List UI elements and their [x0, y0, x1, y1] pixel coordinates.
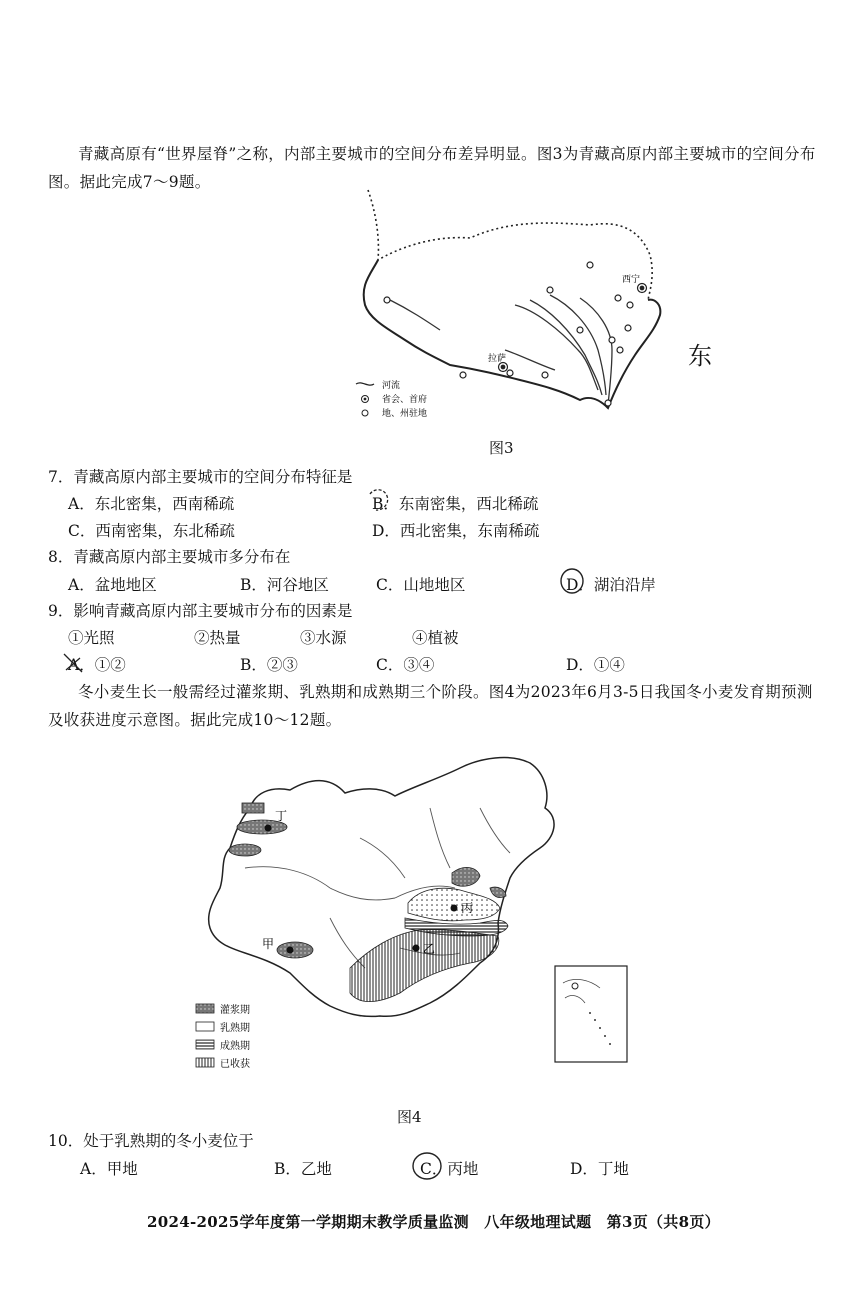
svg-text:已收获: 已收获 — [220, 1059, 250, 1070]
q7-option-b[interactable]: B．东南密集，西北稀疏 — [372, 495, 539, 513]
page-footer: 2024-2025学年度第一学期期末教学质量监测 八年级地理试题 第3页（共8页） — [147, 1213, 720, 1231]
q9-option-d[interactable]: D．①④ — [566, 656, 625, 674]
q10-option-b[interactable]: B．乙地 — [274, 1160, 332, 1178]
figure-3-caption: 图3 — [489, 439, 514, 457]
q9-factor-2: ②热量 — [194, 629, 241, 647]
q10-option-c[interactable]: C．丙地 — [420, 1160, 479, 1178]
q8-option-c[interactable]: C．山地地区 — [376, 576, 466, 594]
question-10-stem: 10．处于乳熟期的冬小麦位于 — [48, 1132, 254, 1150]
question-7-stem: 7．青藏高原内部主要城市的空间分布特征是 — [48, 468, 353, 486]
q8-option-a[interactable]: A．盆地地区 — [68, 576, 157, 594]
label-bing: 丙 — [461, 901, 474, 915]
q9-option-a[interactable]: A．①② — [68, 656, 126, 674]
svg-text:省会、首府: 省会、首府 — [382, 395, 428, 405]
plateau-boundary-south — [364, 260, 661, 408]
figure-3-map — [350, 180, 690, 430]
svg-text:河流: 河流 — [382, 381, 401, 391]
q9-factor-1: ①光照 — [68, 629, 115, 647]
svg-text:成熟期: 成熟期 — [220, 1041, 250, 1052]
q9-option-b[interactable]: B．②③ — [240, 656, 298, 674]
figure-4-map — [180, 748, 640, 1078]
label-ding: 丁 — [275, 809, 288, 823]
question-9-stem: 9．影响青藏高原内部主要城市分布的因素是 — [48, 602, 353, 620]
label-lhasa: 拉萨 — [488, 354, 507, 364]
q9-option-c[interactable]: C．③④ — [376, 656, 435, 674]
q7-pen-circle-b — [364, 486, 392, 514]
fig3-legend — [356, 379, 427, 419]
q8-pen-circle-d — [558, 566, 588, 596]
q9-pen-strike-a — [60, 648, 90, 678]
q7-option-c[interactable]: C．西南密集，东北稀疏 — [68, 522, 235, 540]
plateau-boundary — [368, 190, 652, 300]
label-jia: 甲 — [262, 937, 275, 951]
south-china-sea-inset — [555, 966, 627, 1062]
label-xining: 西宁 — [622, 275, 641, 285]
label-yi: 乙 — [423, 942, 436, 956]
capital-cities — [499, 284, 647, 372]
q9-factor-4: ④植被 — [412, 629, 459, 647]
intro-paragraph-2: 冬小麦生长一般需经过灌浆期、乳熟期和成熟期三个阶段。图4为2023年6月3-5日我国冬小麦发育期预测及收获进度示意图。据此完成10～12题。 — [48, 683, 813, 729]
q8-option-d[interactable]: D．湖泊沿岸 — [566, 576, 656, 594]
svg-text:地、州驻地: 地、州驻地 — [382, 409, 428, 419]
intro-paragraph-1: 青藏高原有“世界屋脊”之称，内部主要城市的空间分布差异明显。图3为青藏高原内部主要城市的空间分布图。据此完成7～9题。 — [48, 145, 816, 191]
q7-option-a[interactable]: A．东北密集，西南稀疏 — [68, 495, 235, 513]
q7-option-d[interactable]: D．西北密集，东南稀疏 — [372, 522, 540, 540]
figure-4-caption: 图4 — [397, 1108, 422, 1126]
handwritten-note: 东 — [688, 342, 712, 370]
q8-option-b[interactable]: B．河谷地区 — [240, 576, 329, 594]
svg-text:灌浆期: 灌浆期 — [220, 1005, 250, 1016]
fig4-legend — [196, 1003, 250, 1070]
q10-pen-circle-c — [410, 1150, 444, 1182]
q10-option-d[interactable]: D．丁地 — [570, 1160, 629, 1178]
svg-text:乳熟期: 乳熟期 — [220, 1023, 250, 1034]
question-8-stem: 8．青藏高原内部主要城市多分布在 — [48, 548, 291, 566]
q10-option-a[interactable]: A．甲地 — [80, 1160, 138, 1178]
q9-factor-3: ③水源 — [300, 629, 347, 647]
